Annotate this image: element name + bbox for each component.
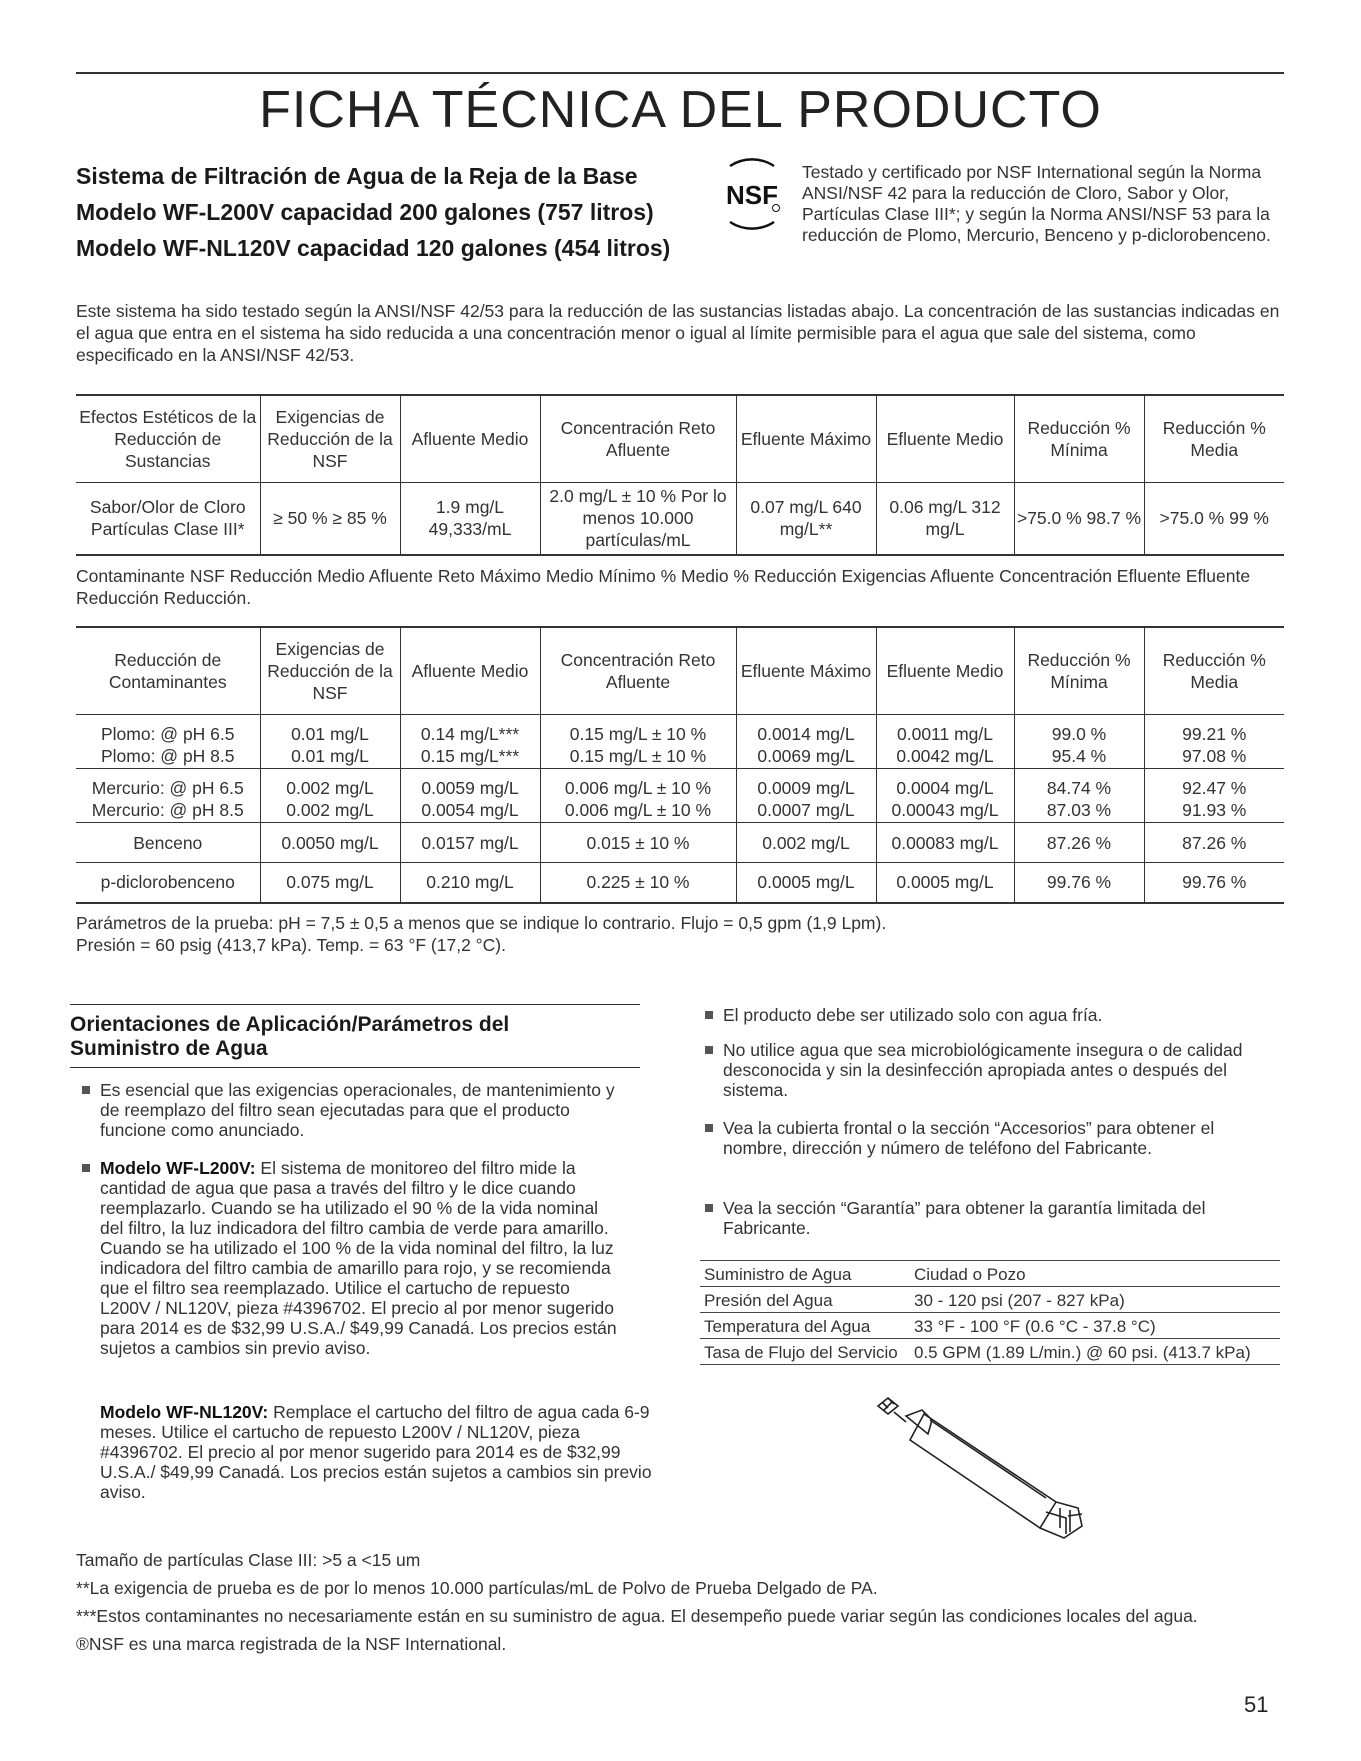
supply-row	[700, 1313, 1280, 1339]
contaminant-cell: 0.002 mg/L	[736, 823, 876, 863]
t2-header-cell: Efluente Medio	[876, 627, 1014, 715]
supply-value: 30 - 120 psi (207 - 827 kPa)	[910, 1287, 1280, 1313]
t1-cell: 0.07 mg/L 640 mg/L**	[736, 483, 876, 555]
contaminant-cell: 0.0014 mg/L	[736, 715, 876, 745]
contaminant-cell: Mercurio: @ pH 6.5	[76, 769, 260, 799]
t1-cell: 0.06 mg/L 312 mg/L	[876, 483, 1014, 555]
bullet-square-icon	[82, 1164, 90, 1172]
aesthetic-effects-table	[76, 394, 1284, 556]
contaminant-cell: 91.93 %	[1144, 799, 1284, 823]
t1-cell: >75.0 % 99 %	[1144, 483, 1284, 555]
supply-label: Suministro de Agua	[700, 1261, 910, 1287]
contaminant-cell: 95.4 %	[1014, 745, 1144, 769]
nsf-logo-text: NSF	[726, 180, 778, 210]
contaminant-row	[76, 769, 1284, 799]
nsf-logo	[722, 158, 782, 230]
t1-cell: 2.0 mg/L ± 10 % Por lo menos 10.000 partículas/mL	[540, 483, 736, 555]
contaminant-cell: 0.0059 mg/L	[400, 769, 540, 799]
contaminant-cell: p-diclorobenceno	[76, 863, 260, 903]
model-nl120v-label: Modelo WF-NL120V:	[100, 1402, 269, 1422]
contaminant-cell: 0.015 ± 10 %	[540, 823, 736, 863]
contaminant-cell: 0.002 mg/L	[260, 769, 400, 799]
t1-header-cell: Reducción % Media	[1144, 395, 1284, 483]
contaminant-cell: 0.0050 mg/L	[260, 823, 400, 863]
contaminant-cell: Plomo: @ pH 8.5	[100, 745, 235, 766]
right-bullet-1: El producto debe ser utilizado solo con agua fría.	[723, 1005, 1283, 1025]
t2-header-cell: Efluente Máximo	[736, 627, 876, 715]
footnote: ®NSF es una marca registrada de la NSF International.	[76, 1634, 507, 1654]
t2-header-cell: Afluente Medio	[400, 627, 540, 715]
supply-value: 33 °F - 100 °F (0.6 °C - 37.8 °C)	[910, 1313, 1280, 1339]
header-line-1: Sistema de Filtración de Agua de la Reja de la Base	[76, 163, 638, 189]
supply-value: Ciudad o Pozo	[910, 1261, 1280, 1287]
supply-row	[700, 1339, 1280, 1365]
contaminant-row	[76, 863, 1284, 903]
t1-header-cell: Reducción % Mínima	[1014, 395, 1144, 483]
filter-cartridge-icon	[870, 1390, 1100, 1540]
contaminant-cell: 0.006 mg/L ± 10 %	[540, 769, 736, 799]
t2-header-cell: Reducción % Media	[1144, 627, 1284, 715]
orientation-paragraph-nl120v: Modelo WF-NL120V: Remplace el cartucho del filtro de agua cada 6-9 meses. Utilice el cartucho de repuesto L200V / NL120V, pieza #4396702. El precio al por menor sugerido para 2014 es de $32,99 U.S.A./ $49,99 Canadá. Los precios están sujetos a cambios sin previo aviso.	[100, 1402, 652, 1502]
contaminant-cell: 0.002 mg/L	[260, 799, 400, 823]
top-rule	[76, 72, 1284, 74]
footnote: **La exigencia de prueba es de por lo menos 10.000 partículas/mL de Polvo de Prueba Delgado de PA.	[76, 1578, 878, 1598]
t2-header-cell: Concentración Reto Afluente	[540, 627, 736, 715]
column-note: Contaminante NSF Reducción Medio Afluente Reto Máximo Medio Mínimo % Medio % Reducción Exigencias Afluente Concentración Efluente Efluente Reducción Reducción.	[76, 566, 1251, 608]
contaminant-row	[76, 799, 1284, 823]
t1-header-cell: Efluente Medio	[876, 395, 1014, 483]
contaminant-cell: 99.76 %	[1014, 863, 1144, 903]
t1-header-cell: Afluente Medio	[400, 395, 540, 483]
t1-header-cell: Concentración Reto Afluente	[540, 395, 736, 483]
contaminant-cell: 99.0 %	[1014, 715, 1144, 745]
contaminant-cell: 0.0005 mg/L	[876, 863, 1014, 903]
footnote: Tamaño de partículas Clase III: >5 a <15 um	[76, 1550, 421, 1570]
t2-header-cell: Reducción de Contaminantes	[76, 627, 260, 715]
contaminant-row	[76, 823, 1284, 863]
right-bullet-2: No utilice agua que sea microbiológicamente insegura o de calidad desconocida y sin la desinfección apropiada antes o después del sistema.	[723, 1040, 1288, 1100]
orientation-heading-line-2: Suministro de Agua	[70, 1037, 268, 1060]
t1-cell: 1.9 mg/L 49,333/mL	[400, 483, 540, 555]
contaminant-cell: 84.74 %	[1014, 769, 1144, 799]
contaminant-cell: 0.075 mg/L	[260, 863, 400, 903]
footnote: ***Estos contaminantes no necesariamente están en su suministro de agua. El desempeño puede variar según las condiciones locales del agua.	[76, 1606, 1198, 1626]
supply-row	[700, 1287, 1280, 1313]
intro-paragraph: Este sistema ha sido testado según la ANSI/NSF 42/53 para la reducción de las sustancias listadas abajo. La concentración de las sustancias indicadas en el agua que entra en el sistema ha sido reducida a una concentración menor o igual al límite permisible para el agua que sale del sistema, como especificado en la ANSI/NSF 42/53.	[76, 301, 1280, 365]
contaminant-cell: 99.21 %	[1144, 715, 1284, 745]
right-bullet-3: Vea la cubierta frontal o la sección “Accesorios” para obtener el nombre, dirección y número de teléfono del Fabricante.	[723, 1118, 1283, 1158]
footnotes	[76, 1550, 1288, 1662]
t1-cell: >75.0 % 98.7 %	[1014, 483, 1144, 555]
page-title: FICHA TÉCNICA DEL PRODUCTO	[259, 81, 1102, 139]
bullet-square-icon	[82, 1086, 90, 1094]
contaminant-cell: 0.00083 mg/L	[876, 823, 1014, 863]
contaminant-cell: 97.08 %	[1144, 745, 1284, 769]
contaminant-cell: Mercurio: @ pH 8.5	[91, 799, 244, 820]
test-parameters	[76, 912, 1288, 956]
contaminant-cell: 0.00043 mg/L	[876, 799, 1014, 823]
contaminant-cell: Plomo: @ pH 6.5	[76, 715, 260, 745]
orientation-bullet-1: Es esencial que las exigencias operacionales, de mantenimiento y de reemplazo del filtro sean ejecutadas para que el producto funcione como anunciado.	[100, 1080, 620, 1140]
header-line-2: Modelo WF-L200V capacidad 200 galones (757 litros)	[76, 199, 654, 225]
model-l200v-label: Modelo WF-L200V:	[100, 1158, 256, 1178]
contaminant-row	[76, 715, 1284, 745]
contaminant-cell: 0.0157 mg/L	[400, 823, 540, 863]
t2-header-cell: Exigencias de Reducción de la NSF	[260, 627, 400, 715]
t2-header-cell: Reducción % Mínima	[1014, 627, 1144, 715]
contaminant-cell: 0.0005 mg/L	[736, 863, 876, 903]
orientation-heading	[70, 1004, 640, 1068]
params-line-2: Presión = 60 psig (413,7 kPa). Temp. = 63 °F (17,2 °C).	[76, 935, 506, 955]
orientation-heading-line-1: Orientaciones de Aplicación/Parámetros del	[70, 1013, 510, 1036]
contaminant-cell: 0.225 ± 10 %	[540, 863, 736, 903]
t1-cell: ≥ 50 % ≥ 85 %	[260, 483, 400, 555]
t1-header-cell: Efluente Máximo	[736, 395, 876, 483]
contaminant-cell: 0.01 mg/L	[260, 715, 400, 745]
page-number: 51	[1244, 1692, 1269, 1717]
orientation-bullet-2: Modelo WF-L200V: El sistema de monitoreo del filtro mide la cantidad de agua que pasa a través del filtro y le dice cuando reemplazarlo. Cuando se ha utilizado el 90 % de la vida nominal del filtro, la luz indicadora del filtro cambia de verde para amarillo. Cuando se ha utilizado el 100 % de la vida nominal del filtro, la luz indicadora del filtro cambia de amarillo para rojo, y se recomienda que el filtro sea reemplazado. Utilice el cartucho de repuesto L200V / NL120V, pieza #4396702. El precio al por menor sugerido para 2014 es de $32,99 U.S.A./ $49,99 Canadá. Los precios están sujetos a cambios sin previo aviso.	[100, 1158, 620, 1358]
contaminant-cell: Benceno	[76, 823, 260, 863]
supply-label: Tasa de Flujo del Servicio	[700, 1339, 910, 1365]
contaminant-row	[76, 745, 1284, 769]
right-bullet-4: Vea la sección “Garantía” para obtener la garantía limitada del Fabricante.	[723, 1198, 1283, 1238]
contaminant-cell: 87.26 %	[1014, 823, 1144, 863]
supply-label: Temperatura del Agua	[700, 1313, 910, 1339]
contaminant-cell: 0.0004 mg/L	[876, 769, 1014, 799]
contaminant-cell: 0.0011 mg/L	[876, 715, 1014, 745]
supply-row	[700, 1261, 1280, 1287]
contaminant-cell: 0.0054 mg/L	[400, 799, 540, 823]
supply-label: Presión del Agua	[700, 1287, 910, 1313]
certification-text: Testado y certificado por NSF International según la Norma ANSI/NSF 42 para la reducción de Cloro, Sabor y Olor, Partículas Clase III*; y según la Norma ANSI/NSF 53 para la reducción de Plomo, Mercurio, Benceno y p-diclorobenceno.	[802, 162, 1271, 245]
contaminant-cell: 0.14 mg/L***	[400, 715, 540, 745]
contaminant-cell: 0.15 mg/L ± 10 %	[540, 715, 736, 745]
supply-value: 0.5 GPM (1.89 L/min.) @ 60 psi. (413.7 kPa)	[910, 1339, 1280, 1365]
t1-header-cell: Efectos Estéticos de la Reducción de Sustancias	[76, 395, 260, 483]
product-header	[76, 158, 726, 266]
contaminant-cell: 87.03 %	[1014, 799, 1144, 823]
contaminant-cell: 0.006 mg/L ± 10 %	[540, 799, 736, 823]
contaminant-cell: 92.47 %	[1144, 769, 1284, 799]
contaminant-cell: 0.0042 mg/L	[876, 745, 1014, 769]
contaminant-cell: 0.210 mg/L	[400, 863, 540, 903]
contaminant-cell: 0.0007 mg/L	[736, 799, 876, 823]
params-line-1: Parámetros de la prueba: pH = 7,5 ± 0,5 a menos que se indique lo contrario. Flujo = 0,5 gpm (1,9 Lpm).	[76, 913, 887, 933]
contaminant-cell: 0.15 mg/L ± 10 %	[540, 745, 736, 769]
t1-header-cell: Exigencias de Reducción de la NSF	[260, 395, 400, 483]
bullet-square-icon	[705, 1046, 713, 1054]
t1-cell: Sabor/Olor de Cloro Partículas Clase III*	[76, 483, 260, 555]
bullet-square-icon	[705, 1204, 713, 1212]
contaminant-cell: 0.0069 mg/L	[736, 745, 876, 769]
water-supply-table	[700, 1260, 1280, 1365]
contaminant-cell: 87.26 %	[1144, 823, 1284, 863]
contaminant-cell: 0.0009 mg/L	[736, 769, 876, 799]
contaminant-cell: 0.15 mg/L***	[400, 745, 540, 769]
contaminant-cell: 99.76 %	[1144, 863, 1284, 903]
contaminant-reduction-table	[76, 626, 1284, 904]
header-line-3: Modelo WF-NL120V capacidad 120 galones (454 litros)	[76, 235, 671, 261]
bullet-square-icon	[705, 1124, 713, 1132]
bullet-square-icon	[705, 1011, 713, 1019]
contaminant-cell: 0.01 mg/L	[260, 745, 400, 769]
